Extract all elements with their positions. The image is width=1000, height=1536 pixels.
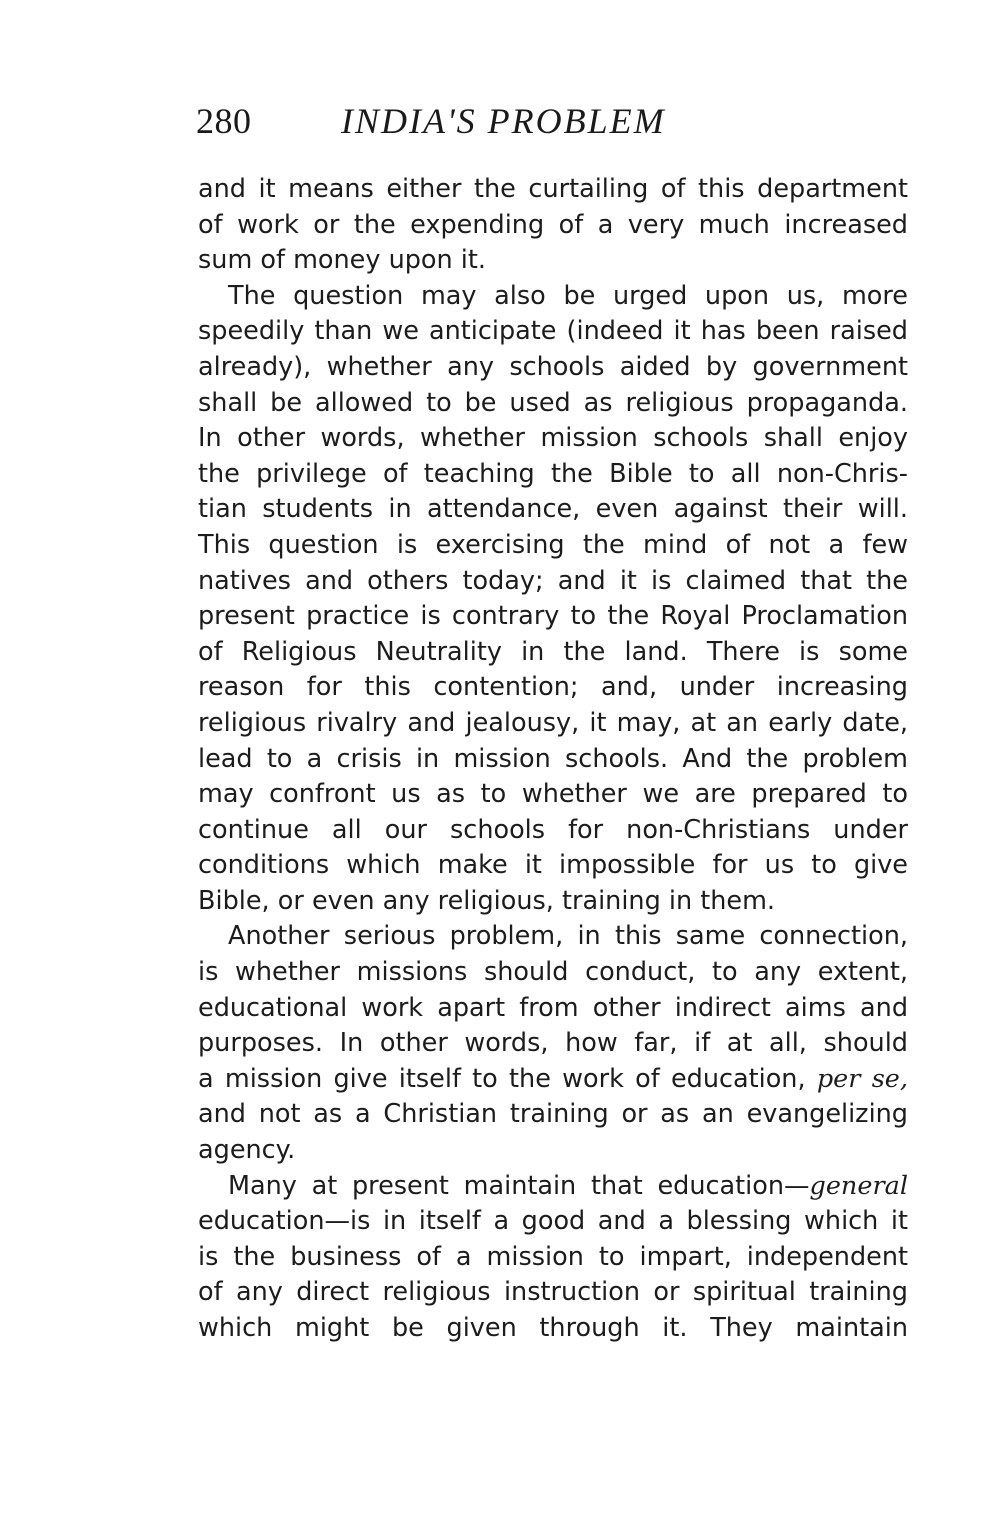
page-number: 280 — [196, 101, 252, 141]
text-line: of any direct religious instruction or spiritual training — [198, 1277, 908, 1308]
paragraph-2 — [198, 279, 908, 920]
text-line: sum of money upon it. — [198, 245, 486, 276]
text-line: reason for this contention; and, under increasing — [198, 672, 908, 703]
text-line: lead to a crisis in mission schools. And the problem — [198, 743, 908, 774]
text-line: This question is exercising the mind of not a few — [198, 529, 908, 560]
text-line: natives and others today; and it is claimed that the — [198, 565, 908, 596]
text-line: of work or the expending of a very much increased — [198, 209, 908, 240]
running-head — [196, 96, 816, 146]
text-line: religious rivalry and jealousy, it may, at an early date, — [198, 707, 908, 738]
text-line — [198, 1062, 908, 1098]
text-line: conditions which make it impossible for us to give — [198, 850, 908, 881]
body-text — [198, 172, 908, 1347]
text-line: Another serious problem, in this same connection, — [228, 921, 908, 952]
text-segment: a mission give itself to the work of education, — [198, 1063, 806, 1094]
text-line — [198, 1169, 908, 1205]
text-line: purposes. In other words, how far, if at all, should — [198, 1028, 908, 1059]
text-line: speedily than we anticipate (indeed it has been raised — [198, 316, 908, 347]
text-line: present practice is contrary to the Royal Proclamation — [198, 601, 908, 632]
text-line: shall be allowed to be used as religious propaganda. — [198, 387, 908, 418]
running-title: INDIA'S PROBLEM — [341, 101, 666, 141]
text-line: of Religious Neutrality in the land. There is some — [198, 636, 908, 667]
text-line: continue all our schools for non-Christians under — [198, 814, 908, 845]
text-line: which might be given through it. They maintain — [198, 1313, 908, 1343]
text-line: Bible, or even any religious, training in them. — [198, 885, 776, 916]
text-line: agency. — [198, 1135, 296, 1166]
paragraph-3 — [198, 919, 908, 1168]
text-line: may confront us as to whether we are prepared to — [198, 779, 908, 810]
text-line: is whether missions should conduct, to any extent, — [198, 957, 908, 988]
text-line: tian students in attendance, even against their will. — [198, 494, 908, 525]
paragraph-1 — [198, 172, 908, 279]
text-line: The question may also be urged upon us, more — [228, 280, 908, 311]
italic-phrase: per se, — [816, 1063, 909, 1094]
text-line: In other words, whether mission schools shall enjoy — [198, 423, 908, 454]
text-line: and not as a Christian training or as an evangelizing — [198, 1099, 908, 1130]
text-line: is the business of a mission to impart, independent — [198, 1241, 908, 1272]
text-line: and it means either the curtailing of this department — [198, 174, 908, 204]
text-line: already), whether any schools aided by government — [198, 351, 908, 382]
text-segment: Many at present maintain that education— — [228, 1170, 810, 1201]
text-line: educational work apart from other indirect aims and — [198, 992, 908, 1023]
text-line: the privilege of teaching the Bible to all non-Chris- — [198, 458, 908, 489]
text-line: education—is in itself a good and a blessing which it — [198, 1206, 908, 1237]
paragraph-4 — [198, 1169, 908, 1347]
italic-word: general — [809, 1170, 908, 1201]
